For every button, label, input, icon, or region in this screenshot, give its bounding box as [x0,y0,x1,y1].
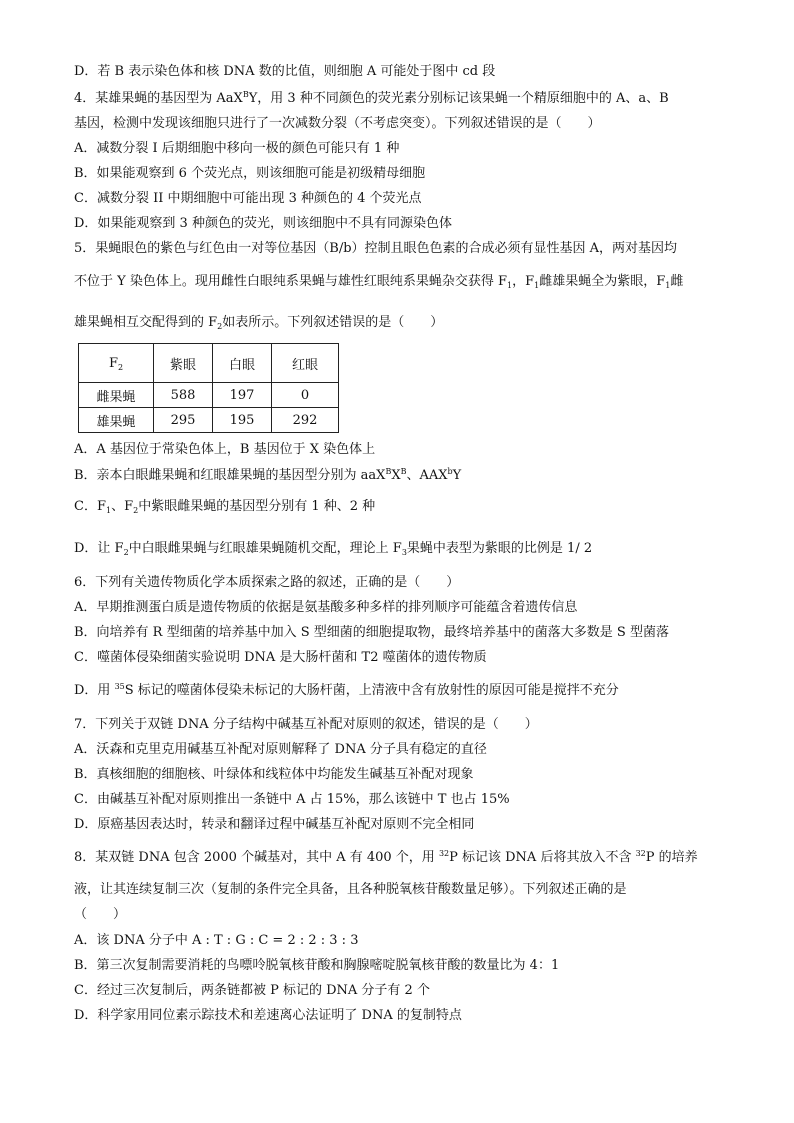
q4-option-d: D．如果能观察到 3 种颜色的荧光，则该细胞中不具有同源染色体 [74,216,452,231]
q8-option-c: C．经过三次复制后，两条链都被 P 标记的 DNA 分子有 2 个 [74,983,430,998]
header-purple-eye: 紫眼 [154,344,213,383]
header-red-eye: 红眼 [272,344,339,383]
q5-option-a: A．A 基因位于常染色体上，B 基因位于 X 染色体上 [74,442,376,457]
q5-stem-line3: 雄果蝇相互交配得到的 $F_2$如表所示。下列叙述错误的是（ ） [74,315,444,331]
table-header-row [79,344,339,383]
header-white-eye: 白眼 [213,344,272,383]
table-cell: 0 [272,383,339,408]
q4-option-a: A．减数分裂 I 后期细胞中移向一极的颜色可能只有 1 种 [74,141,400,156]
q8-option-a: A．该 DNA 分子中 A : T : G : C = 2 : 2 : 3 : 3 [74,933,359,948]
q7-stem: 7．下列关于双链 DNA 分子结构中碱基互补配对原则的叙述，错误的是（ ） [74,717,538,732]
row-label-female: 雌果蝇 [79,383,154,408]
q4-option-c: C．减数分裂 II 中期细胞中可能出现 3 种颜色的 4 个荧光点 [74,191,422,206]
table-cell: 292 [272,408,339,433]
q5-option-c: C．$F_1$、$F_2$中紫眼雌果蝇的基因型分别有 1 种、2 种 [74,499,376,515]
q7-option-b: B．真核细胞的细胞核、叶绿体和线粒体中均能发生碱基互补配对现象 [74,767,474,782]
q6-option-b: B．向培养有 R 型细菌的培养基中加入 S 型细菌的细胞提取物，最终培养基中的菌落大多数是 S 型菌落 [74,625,669,640]
q5-stem-line2: 不位于 Y 染色体上。现用雌性白眼纯系果蝇与雄性红眼纯系果蝇杂交获得 $F_1$，$F_1$雌雄果蝇全为紫眼，$F_1$雌 [74,274,684,290]
table-cell: 588 [154,383,213,408]
q5-option-d: D．让 $F_2$中白眼雌果蝇与红眼雄果蝇随机交配，理论上 $F_3$果蝇中表型为紫眼的比例是 1/ 2 [74,541,593,557]
q6-option-c: C．噬菌体侵染细菌实验说明 DNA 是大肠杆菌和 T2 噬菌体的遗传物质 [74,650,487,665]
q8-option-d: D．科学家用同位素示踪技术和差速离心法证明了 DNA 的复制特点 [74,1008,462,1023]
table-row [79,408,339,433]
table-row [79,383,339,408]
table-cell: 195 [213,408,272,433]
table-corner-cell: $F_2$ [79,344,154,383]
q3-option-d: D．若 B 表示染色体和核 DNA 数的比值，则细胞 A 可能处于图中 cd 段 [74,64,496,79]
q4-stem-line1: 4．某雄果蝇的基因型为 AaX$^B$Y，用 3 种不同颜色的荧光素分别标记该果蝇一个精原细胞中的 A、a、B [74,90,669,106]
q4-stem-line2: 基因，检测中发现该细胞只进行了一次减数分裂（不考虑突变）。下列叙述错误的是（ ） [74,116,601,131]
table-cell: 295 [154,408,213,433]
q6-stem: 6．下列有关遗传物质化学本质探索之路的叙述，正确的是（ ） [74,575,460,590]
table-cell: 197 [213,383,272,408]
f2-phenotype-table [78,343,339,433]
q5-option-b: B．亲本白眼雌果蝇和红眼雄果蝇的基因型分别为 $aaX^BX^B$、AAX$^b$Y [74,467,462,483]
row-label-male: 雄果蝇 [79,408,154,433]
q6-option-d: D．用 $^{35}$S 标记的噬菌体侵染未标记的大肠杆菌，上清液中含有放射性的原因可能是搅拌不充分 [74,682,619,698]
q7-option-a: A．沃森和克里克用碱基互补配对原则解释了 DNA 分子具有稳定的直径 [74,742,487,757]
q4-option-b: B．如果能观察到 6 个荧光点，则该细胞可能是初级精母细胞 [74,166,426,181]
q8-option-b: B．第三次复制需要消耗的鸟嘌呤脱氧核苷酸和胸腺嘧啶脱氧核苷酸的数量比为 4：1 [74,958,560,973]
q8-stem-line3: （ ） [74,907,127,922]
q8-stem-line1: 8．某双链 DNA 包含 2000 个碱基对，其中 A 有 400 个，用 $^{32}$P 标记该 DNA 后将其放入不含 $^{32}$P 的培养 [74,849,698,865]
q5-stem-line1: 5．果蝇眼色的紫色与红色由一对等位基因（B/b）控制且眼色色素的合成必须有显性基因 A，两对基因均 [74,241,678,256]
q7-option-c: C．由碱基互补配对原则推出一条链中 A 占 15%，那么该链中 T 也占 15% [74,792,510,807]
q6-option-a: A．早期推测蛋白质是遗传物质的依据是氨基酸多种多样的排列顺序可能蕴含着遗传信息 [74,600,578,615]
q7-option-d: D．原癌基因表达时，转录和翻译过程中碱基互补配对原则不完全相同 [74,817,475,832]
q8-stem-line2: 液，让其连续复制三次（复制的条件完全具备，且各种脱氧核苷酸数量足够）。下列叙述正确的是 [74,882,627,897]
